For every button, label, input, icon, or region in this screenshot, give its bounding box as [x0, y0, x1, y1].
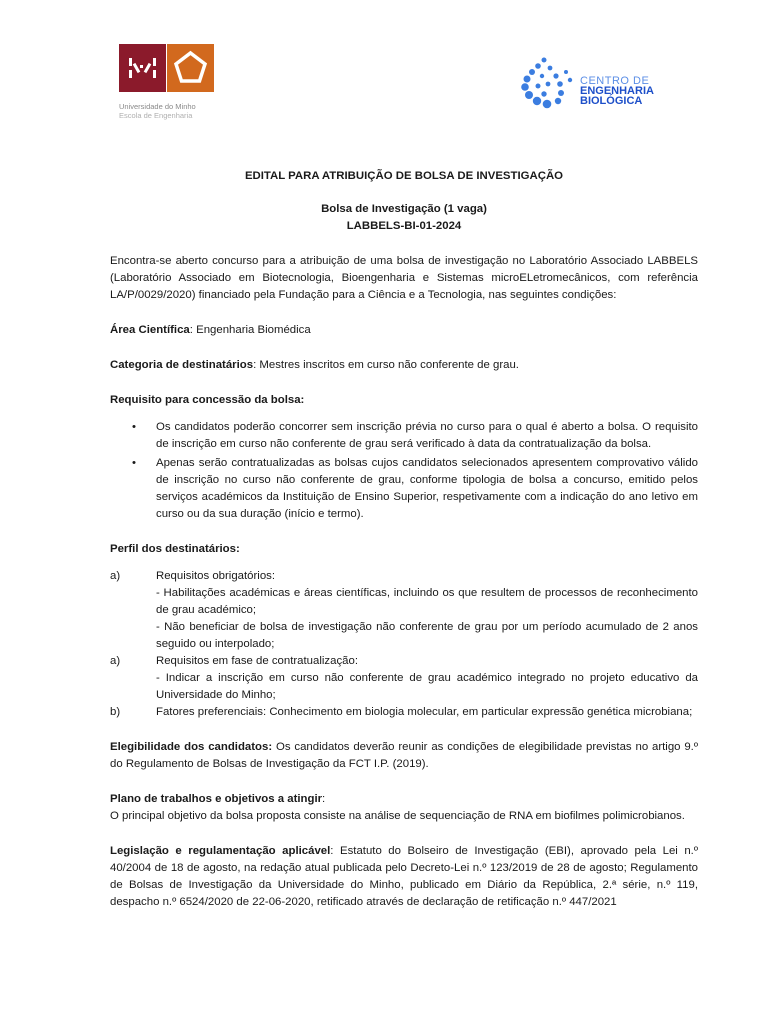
- categoria-label: Categoria de destinatários: [110, 359, 254, 371]
- doc-subtitle-2: LABBELS-BI-01-2024: [346, 220, 462, 232]
- area-label: Área Científica: [110, 324, 190, 336]
- plano-label: Plano de trabalhos e objetivos a atingir: [110, 793, 323, 805]
- legislacao-paragraph: [110, 843, 698, 911]
- leg-value: : Estatuto do Bolseiro de Investigação (EBI), aprovado pela Lei n.º 40/2004 de 18 de agosto, na redação atual publicada pelo Decreto-Lei n.º 123/2019 de 28 de agosto; Regulamento de Bolsas de Investigação da Universidade do Minho, publicado em Diário da República, 2.ª série, n.º 119, despacho n.º 6524/2020 de 22-06-2020, retificado através de declaração de retificação n.º 447/2021: [110, 845, 698, 908]
- perfil-list: [110, 568, 698, 721]
- plano-paragraph: O principal objetivo da bolsa proposta consiste na análise de sequenciação de RNA em biofilmes polimicrobianos.: [110, 810, 685, 822]
- document-body: [110, 168, 698, 911]
- list-marker: a): [110, 570, 121, 582]
- perfil-heading: Perfil dos destinatários:: [110, 543, 240, 555]
- list-item: [110, 653, 698, 704]
- ceb-line1: CENTRO DE: [580, 75, 650, 87]
- um-name: Universidade do Minho: [119, 102, 196, 111]
- list-item: [110, 568, 698, 653]
- elegibilidade-paragraph: [110, 739, 698, 773]
- ceb-logo: [514, 54, 684, 110]
- area-value: : Engenharia Biomédica: [189, 324, 311, 336]
- eleg-label: Elegibilidade dos candidatos:: [110, 741, 273, 753]
- list-item: • Apenas serão contratualizadas as bolsas cujos candidatos selecionados apresentem comprovativo válido de inscrição no curso não conferente de grau, conforme tipologia de bolsa a concurso, emitido pelos serviços académicos da Instituição de Ensino Superior, respetivamente com a indicação do ano letivo em curso ou da sua duração (início e termo).: [110, 455, 698, 523]
- universidade-do-minho-logo: [119, 44, 215, 120]
- perfil-a-line2: - Não beneficiar de bolsa de investigação não conferente de grau por um período acumulado de 2 anos seguido ou interpolado;: [156, 621, 698, 650]
- doc-title: EDITAL PARA ATRIBUIÇÃO DE BOLSA DE INVESTIGAÇÃO: [244, 170, 564, 182]
- requisito-heading: Requisito para concessão da bolsa:: [110, 394, 305, 406]
- list-marker: b): [110, 706, 121, 718]
- intro-paragraph: Encontra-se aberto concurso para a atribuição de uma bolsa de investigação no Laboratório Associado LABBELS (Laboratório Associado em Biotecnologia, Bioengenharia e Sistemas microELetromecânicos, com referência LA/P/0029/2020) financiado pela Fundação para a Ciência e a Tecnologia, nas seguintes condições:: [110, 255, 698, 301]
- perfil-b-text: Fatores preferenciais: Conhecimento em biologia molecular, em particular expressão genética microbiana;: [156, 706, 693, 718]
- eleg-value: Os candidatos deverão reunir as condições de elegibilidade previstas no artigo 9.º do Regulamento de Bolsas de Investigação da FCT I.P. (2019).: [110, 741, 699, 770]
- plano-heading: Plano de trabalhos e objetivos a atingir:: [110, 793, 326, 805]
- requisito-list: [110, 419, 698, 523]
- doc-subtitle-1: Bolsa de Investigação (1 vaga): [321, 203, 487, 215]
- ceb-line3: BIOLÓGICA: [580, 95, 643, 107]
- list-marker: a): [110, 655, 121, 667]
- um-school: Escola de Engenharia: [119, 111, 193, 120]
- perfil-a2-title: Requisitos em fase de contratualização:: [156, 655, 358, 667]
- pentagon-icon: [167, 44, 214, 92]
- categoria-value: : Mestres inscritos em curso não conferente de grau.: [253, 359, 519, 371]
- ceb-line2: ENGENHARIA: [580, 85, 654, 97]
- perfil-a-title: Requisitos obrigatórios:: [156, 570, 276, 582]
- leg-label: Legislação e regulamentação aplicável: [110, 845, 331, 857]
- ceb-molecule-icon: [514, 54, 578, 110]
- perfil-a-line1: - Habilitações académicas e áreas científicas, incluindo os que resultem de processos de reconhecimento de grau académico;: [156, 587, 698, 616]
- um-emblem-icon: [119, 44, 166, 92]
- perfil-a2-line1: - Indicar a inscrição em curso não conferente de grau académico integrado no projeto educativo da Universidade do Minho;: [156, 672, 698, 701]
- list-item: • Os candidatos poderão concorrer sem inscrição prévia no curso para o qual é aberto a bolsa. O requisito de inscrição em curso não conferente de grau será verificado à data da contratualização da bolsa.: [110, 419, 698, 453]
- list-item: [110, 704, 698, 721]
- area-cientifica: [110, 322, 698, 339]
- categoria-destinatarios: [110, 357, 698, 374]
